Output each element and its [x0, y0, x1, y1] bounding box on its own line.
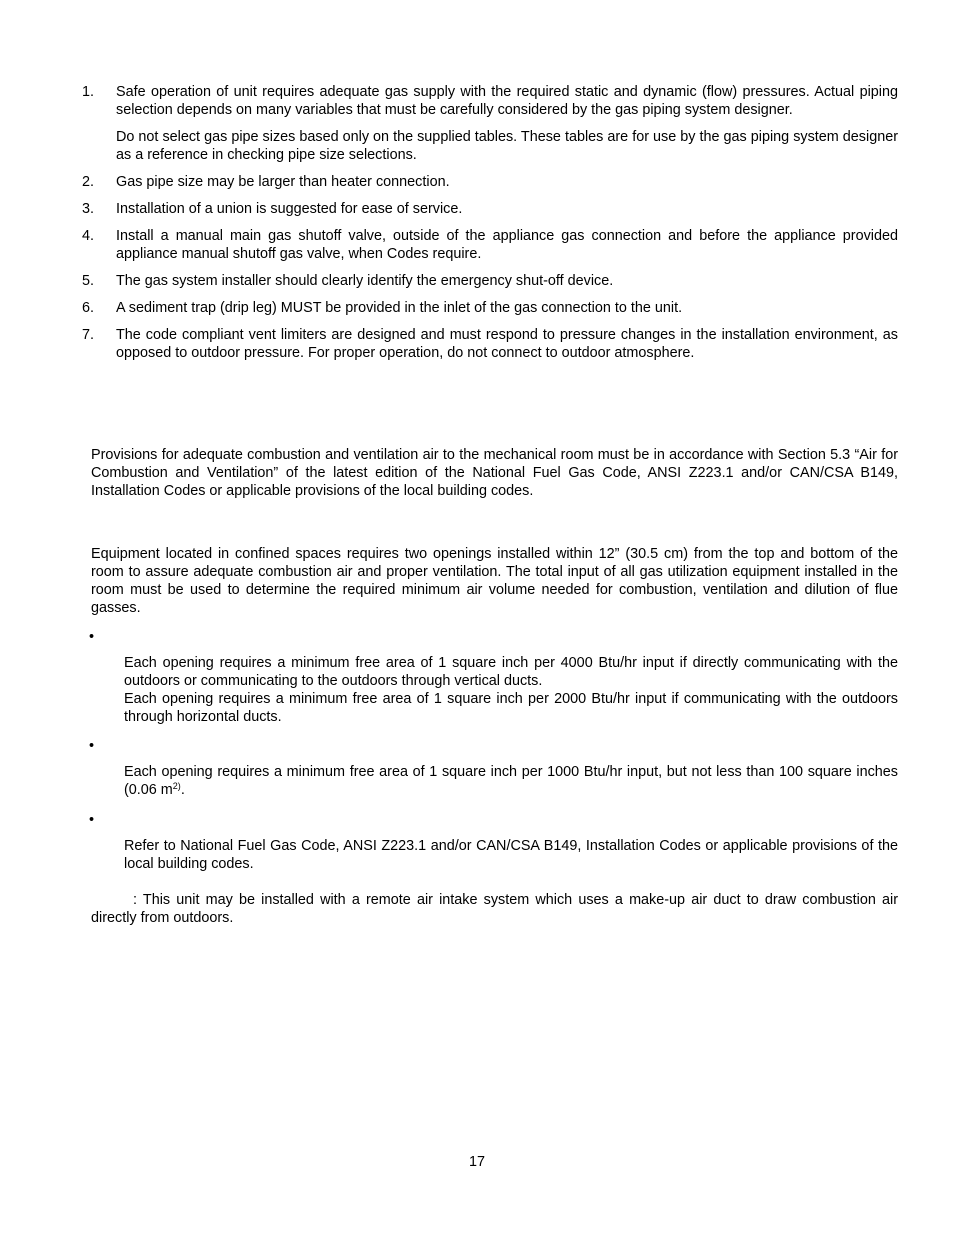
list-number: 7.	[82, 327, 95, 343]
bullet-marker: •	[89, 738, 95, 754]
list-number: 2.	[82, 174, 95, 190]
note-text: Installation of a union is suggested for ease of service.	[116, 201, 463, 217]
list-item	[82, 326, 898, 362]
note-text: The code compliant vent limiters are designed and must respond to pressure changes in the installation environment, as opposed to outdoor pressure. For proper operation, do not connect to outdoor atmosphere.	[116, 327, 898, 361]
outdoor-air-horizontal-text: Each opening requires a minimum free area of 1 square inch per 2000 Btu/hr input if communicating with the outdoors through horizontal ducts.	[124, 691, 898, 725]
note-text: Install a manual main gas shutoff valve, outside of the appliance gas connection and before the appliance provided appliance manual shutoff gas valve, when Codes require.	[116, 228, 898, 262]
note-text: Do not select gas pipe sizes based only on the supplied tables. These tables are for use by the gas piping system designer as a reference in checking pipe size selections.	[116, 129, 898, 163]
list-number: 4.	[82, 228, 95, 244]
bullet-marker: •	[89, 812, 95, 828]
outdoor-air-vertical-text: Each opening requires a minimum free area of 1 square inch per 4000 Btu/hr input if directly communicating with the outdoors or communicating to the outdoors through vertical ducts.	[124, 655, 898, 689]
note-text: The gas system installer should clearly identify the emergency shut-off device.	[116, 273, 614, 289]
note-text: Safe operation of unit requires adequate gas supply with the required static and dynamic (flow) pressures. Actual piping selection depends on many variables that must be carefully considered by the gas piping system designer.	[116, 84, 898, 118]
note-text: Gas pipe size may be larger than heater connection.	[116, 174, 450, 190]
gas-piping-notes-list	[82, 83, 898, 371]
bullet-marker: •	[89, 629, 95, 645]
list-item	[82, 200, 898, 218]
list-item	[82, 83, 898, 164]
other-methods-text: Refer to National Fuel Gas Code, ANSI Z223.1 and/or CAN/CSA B149, Installation Codes or applicable provisions of the local building codes.	[124, 838, 898, 872]
list-number: 6.	[82, 300, 95, 316]
indoor-air-text: Each opening requires a minimum free area of 1 square inch per 1000 Btu/hr input, but not less than 100 square inches (0.06 $m^{2)}$.	[124, 764, 898, 798]
list-item	[82, 227, 898, 263]
list-item	[82, 173, 898, 191]
list-number: 5.	[82, 273, 95, 289]
list-item	[82, 272, 898, 290]
page-number: 17	[468, 1154, 485, 1170]
list-number: 1.	[82, 84, 95, 100]
note-text: A sediment trap (drip leg) MUST be provided in the inlet of the gas connection to the unit.	[116, 300, 683, 316]
confined-space-paragraph: Equipment located in confined spaces requires two openings installed within 12” (30.5 cm) from the top and bottom of the room to assure adequate combustion air and proper ventilation. The total input of all gas utilization equipment installed in the room must be used to determine the required minimum air volume needed for combustion, ventilation and dilution of flue gasses.	[91, 546, 898, 616]
list-number: 3.	[82, 201, 95, 217]
remote-air-intake-note: : This unit may be installed with a remote air intake system which uses a make-up air duct to draw combustion air directly from outdoors.	[91, 892, 898, 926]
list-item	[82, 299, 898, 317]
combustion-air-intro: Provisions for adequate combustion and ventilation air to the mechanical room must be in accordance with Section 5.3 “Air for Combustion and Ventilation” of the latest edition of the National Fuel Gas Code, ANSI Z223.1 and/or CAN/CSA B149, Installation Codes or applicable provisions of the local building codes.	[91, 447, 898, 499]
